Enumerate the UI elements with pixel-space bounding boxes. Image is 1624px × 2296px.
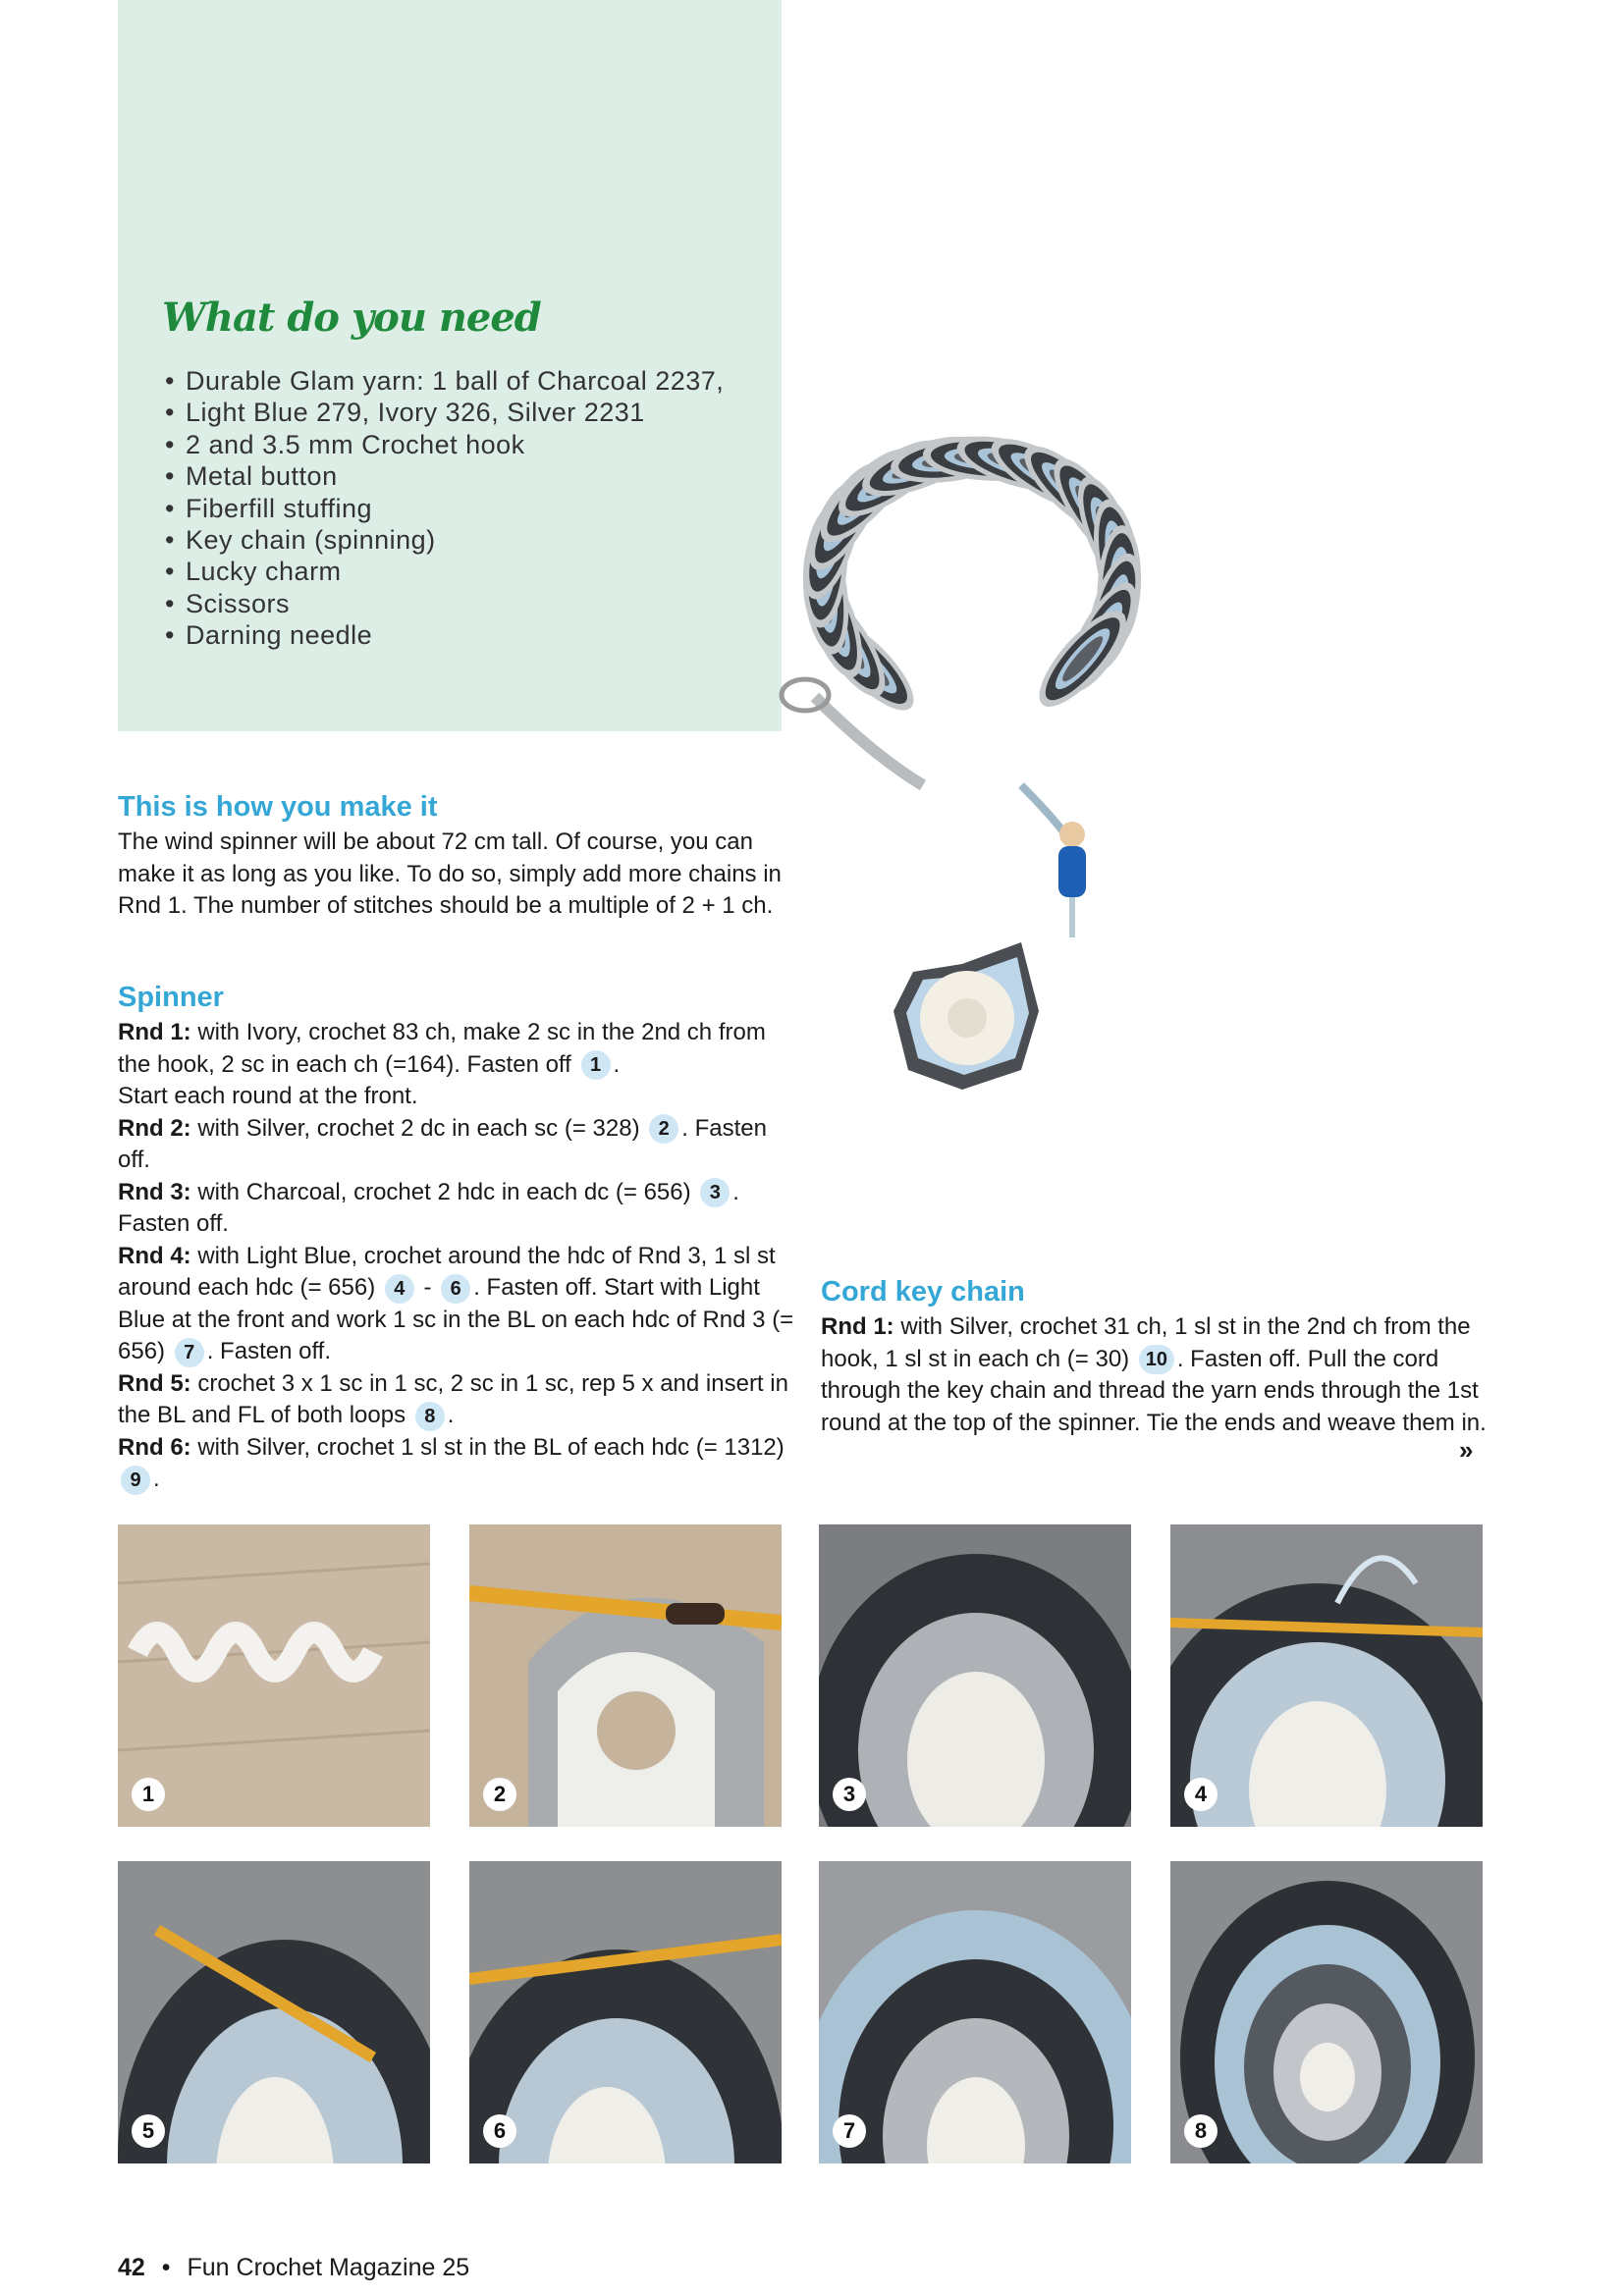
rnd-label: Rnd 1: [118,1019,191,1045]
step-badge: 6 [441,1274,470,1304]
photo-image [819,1524,1131,1827]
rnd-label: Rnd 5: [118,1369,191,1397]
materials-item: • Fiberfill stuffing [165,493,724,524]
rnd-text: with Silver, crochet 31 ch, 1 sl st in the 2nd ch from the hook, 1 sl st in each ch (= 30) [821,1313,1471,1372]
photo-number: 6 [483,2114,516,2148]
how-text: The wind spinner will be about 72 cm tall. Of course, you can make it as long as you like. To do so, simply add more chains in Rnd 1. The number of stitches should be a multiple of 2 + 1 ch. [118,828,782,919]
materials-item: • Lucky charm [165,556,724,587]
rnd3 [118,1177,795,1241]
step-badge: 1 [581,1050,611,1080]
photo-number: 7 [833,2114,866,2148]
rnd-text: with Ivory, crochet 83 ch, make 2 sc in the 2nd ch from the hook, 2 sc in each ch (=164). Fasten off [118,1019,766,1078]
materials-item: • Light Blue 279, Ivory 326, Silver 2231 [165,397,724,428]
step-photo-3 [819,1524,1131,1827]
rnd-text: with Charcoal, crochet 2 hdc in each dc (= 656) [197,1178,691,1205]
cord-rnd1 [821,1311,1498,1439]
materials-title: What do you need [162,294,541,341]
photo-image [1170,1861,1483,2163]
photo-number: 4 [1184,1778,1218,1811]
photo-image [118,1861,430,2163]
rnd-text: crochet 3 x 1 sc in 1 sc, 2 sc in 1 sc, rep 5 x and insert in the BL and FL of both loops [118,1369,788,1428]
step-badge: 8 [415,1402,445,1431]
rnd-label: Rnd 2: [118,1114,191,1142]
rnd-text: with Silver, crochet 2 dc in each sc (= 328) [197,1114,640,1142]
rnd2 [118,1113,795,1177]
photo-number: 2 [483,1778,516,1811]
rnd-label: Rnd 1: [821,1313,894,1340]
spinner-coil [792,424,1152,722]
dash: - [423,1274,432,1301]
cord-instructions [821,1311,1498,1439]
photo-number: 5 [132,2114,165,2148]
materials-item: • Darning needle [165,619,724,651]
photo-number: 8 [1184,2114,1218,2148]
rnd5 [118,1368,795,1432]
rnd-end: . Fasten off. [118,1178,739,1237]
rnd6 [118,1432,795,1496]
step-photo-6 [469,1861,782,2163]
rnd-label: Rnd 3: [118,1178,191,1205]
step-photo-5 [118,1861,430,2163]
cord-heading: Cord key chain [821,1276,1025,1308]
spinner-instructions [118,1017,795,1496]
step-photo-8 [1170,1861,1483,2163]
materials-item: • Scissors [165,588,724,619]
page-number: 42 [118,2254,145,2281]
photo-image [469,1524,782,1827]
wind-spinner-photo [727,324,1276,1139]
step-badge: 2 [649,1114,678,1144]
how-paragraph [118,827,785,923]
step-badge: 9 [121,1466,150,1495]
materials-list [165,365,724,652]
step-badge: 3 [700,1178,730,1207]
step-badge: 7 [175,1338,204,1367]
rnd-end: . [447,1402,455,1428]
footer-separator: • [161,2254,171,2281]
photo-image [118,1524,430,1827]
rnd-label: Rnd 4: [118,1242,191,1269]
rnd-end: . Fasten off. [118,1114,767,1173]
rnd4 [118,1241,795,1368]
rnd-text: . Fasten off. Pull the cord through the key chain and thread the yarn ends through the 1st round at the top of the spinner. Tie the ends and weave them in. [821,1345,1487,1436]
photo-number: 3 [833,1778,866,1811]
rnd1: Rnd 1: with Ivory, crochet 83 ch, make 2 sc in the 2nd ch from the hook, 2 sc in each ch (=164). Fasten off 1 . [118,1017,795,1081]
photo-number: 1 [132,1778,165,1811]
rnd-text: with Light Blue, crochet around the hdc of Rnd 3, 1 sl st around each hdc (= 656) [118,1242,776,1301]
step-photo-7 [819,1861,1131,2163]
front-note: Start each round at the front. [118,1083,418,1109]
step-badge: 10 [1139,1345,1174,1374]
materials-item: • Metal button [165,460,724,492]
rnd-end: . [153,1466,160,1492]
materials-item: • 2 and 3.5 mm Crochet hook [165,429,724,460]
step-photo-1 [118,1524,430,1827]
how-heading: This is how you make it [118,791,438,823]
rnd-text: . Fasten off. Start with Light Blue at the front and work 1 sc in the BL on each hdc of Rnd 3 (= 656) [118,1274,794,1364]
spinner-heading: Spinner [118,982,224,1013]
rnd-label: Rnd 6: [118,1433,191,1461]
photo-image [819,1861,1131,2163]
photo-image [1170,1524,1483,1827]
materials-item: • Key chain (spinning) [165,524,724,556]
continue-marker: » [1459,1435,1474,1465]
step-photo-2 [469,1524,782,1827]
step-badge: 4 [385,1274,414,1304]
step-photo-4 [1170,1524,1483,1827]
page-footer [118,2254,469,2282]
rnd-end: . Fasten off. [206,1338,332,1364]
materials-item: • Durable Glam yarn: 1 ball of Charcoal 2237, [165,365,724,397]
photo-image [469,1861,782,2163]
rnd-text: with Silver, crochet 1 sl st in the BL of each hdc (= 1312) [197,1433,785,1461]
magazine-name: Fun Crochet Magazine 25 [187,2254,470,2281]
